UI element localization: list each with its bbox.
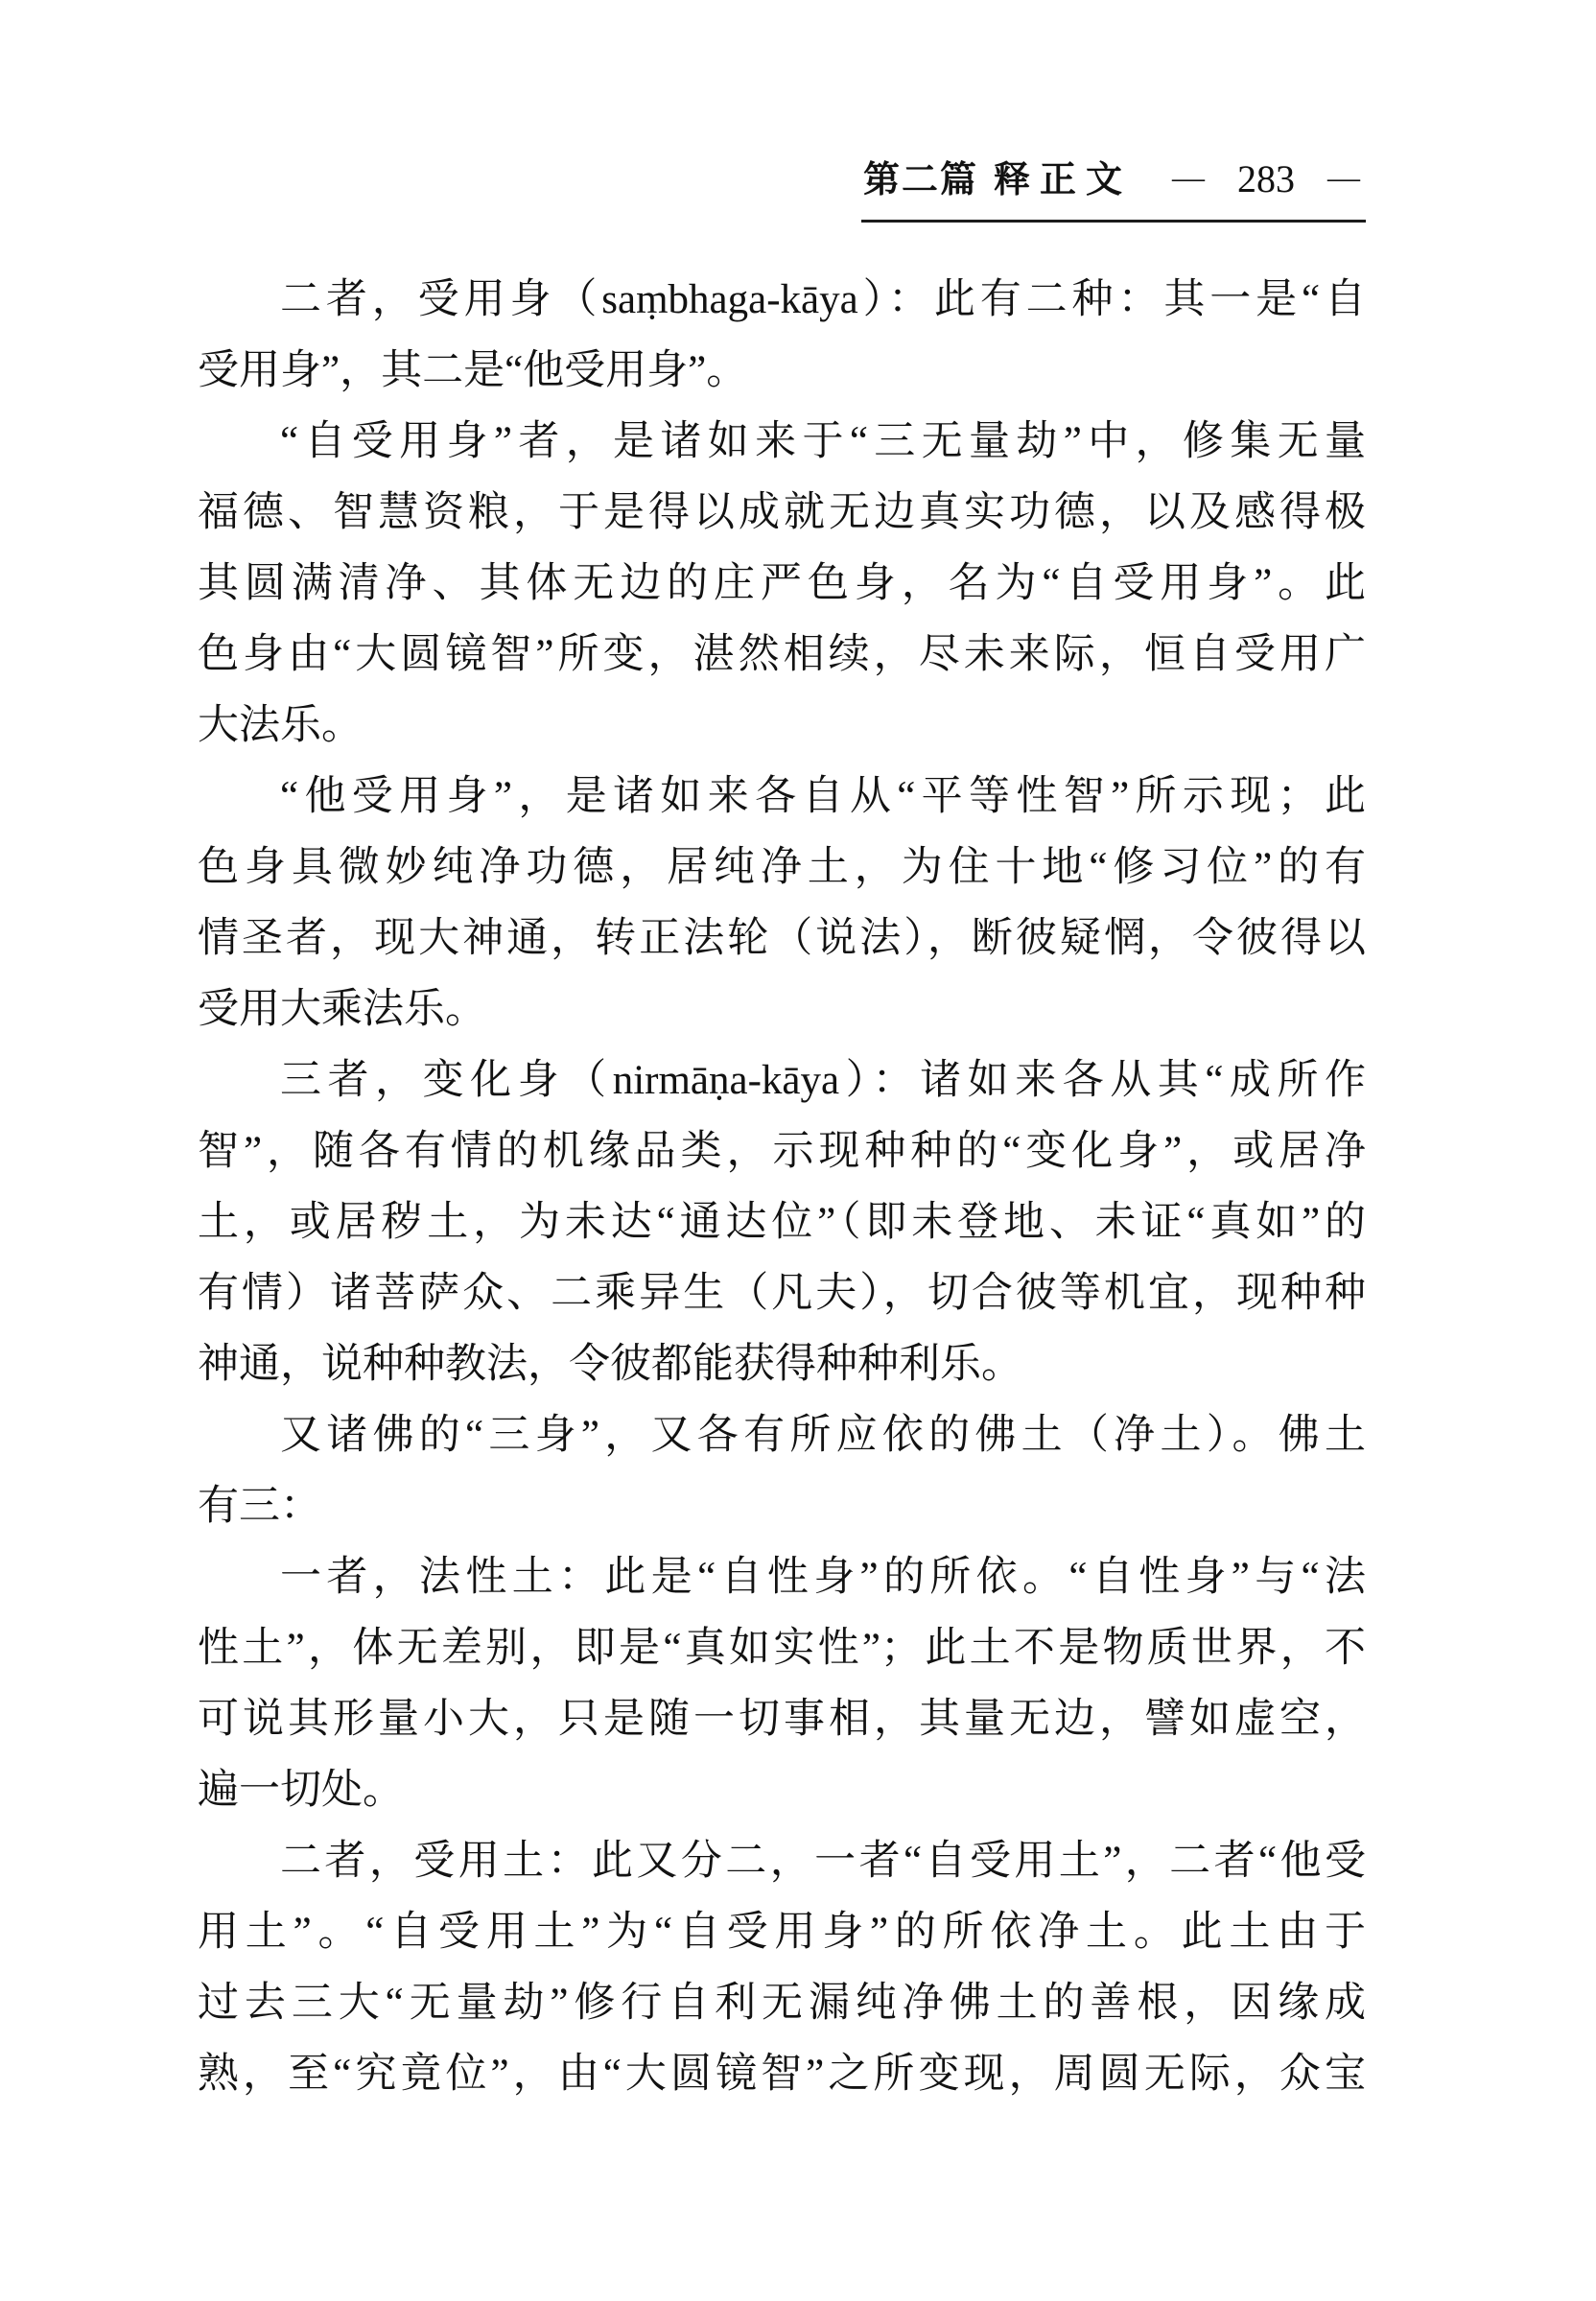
page-body xyxy=(198,265,1366,2110)
text-line: 有三： xyxy=(198,1484,321,1529)
text-line: 土，或居秽土，为未达“通达位”（即未登地、未证“真如”的 xyxy=(198,1200,1366,1245)
page-number: 283 xyxy=(1237,157,1295,200)
running-head xyxy=(861,150,1366,223)
text-line: 其圆满清净、其体无边的庄严色身，名为“自受用身”。此 xyxy=(198,561,1366,606)
chapter-title: 释正文 xyxy=(993,160,1132,200)
text-line: 情圣者，现大神通，转正法轮（说法），断彼疑惘，令彼得以 xyxy=(198,916,1366,961)
text-line: 大法乐。 xyxy=(198,703,363,748)
section-title: 第二篇 xyxy=(862,160,978,200)
text-line: 智”，随各有情的机缘品类，示现种种的“变化身”，或居净 xyxy=(198,1129,1366,1174)
text-line: 色身由“大圆镜智”所变，湛然相续，尽未来际，恒自受用广 xyxy=(198,632,1366,677)
text-line: 色身具微妙纯净功德，居纯净土，为住十地“修习位”的有 xyxy=(198,845,1366,890)
text-line: 熟，至“究竟位”，由“大圆镜智”之所变现，周圆无际，众宝 xyxy=(198,2052,1366,2097)
text-line: 受用大乘法乐。 xyxy=(198,987,486,1032)
text-line: “他受用身”，是诸如来各自从“平等性智”所示现；此 xyxy=(280,774,1366,819)
text-line: 福德、智慧资粮，于是得以成就无边真实功德，以及感得极 xyxy=(198,490,1366,535)
text-line: 二者，受用身（saṃbhaga-kāya）：此有二种：其一是“自 xyxy=(280,277,1366,322)
text-line: 过去三大“无量劫”修行自利无漏纯净佛土的善根，因缘成 xyxy=(198,1981,1366,2026)
text-line: 用土”。“自受用土”为“自受用身”的所依净土。此土由于 xyxy=(198,1910,1366,1955)
page-number-dash-right: — xyxy=(1327,160,1360,196)
text-line: “自受用身”者，是诸如来于“三无量劫”中，修集无量 xyxy=(280,419,1366,464)
page-header xyxy=(198,150,1366,223)
text-line: 遍一切处。 xyxy=(198,1768,404,1813)
text-line: 又诸佛的“三身”，又各有所应依的佛土（净土）。佛土 xyxy=(280,1413,1366,1458)
text-line: 性土”，体无差别，即是“真如实性”；此土不是物质世界，不 xyxy=(198,1626,1366,1671)
text-line: 神通，说种种教法，令彼都能获得种种利乐。 xyxy=(198,1342,1022,1387)
text-line: 受用身”，其二是“他受用身”。 xyxy=(198,348,748,393)
text-line: 有情）诸菩萨众、二乘异生（凡夫），切合彼等机宜，现种种 xyxy=(198,1271,1366,1316)
text-line: 二者，受用土：此又分二，一者“自受用土”，二者“他受 xyxy=(280,1839,1366,1884)
page-number-group xyxy=(1172,156,1360,201)
text-line: 可说其形量小大，只是随一切事相，其量无边，譬如虚空， xyxy=(198,1697,1366,1742)
text-line: 一者，法性土：此是“自性身”的所依。“自性身”与“法 xyxy=(280,1555,1366,1600)
text-line: 三者，变化身（nirmāṇa-kāya）：诸如来各从其“成所作 xyxy=(280,1058,1366,1103)
page-number-dash-left: — xyxy=(1172,160,1205,196)
